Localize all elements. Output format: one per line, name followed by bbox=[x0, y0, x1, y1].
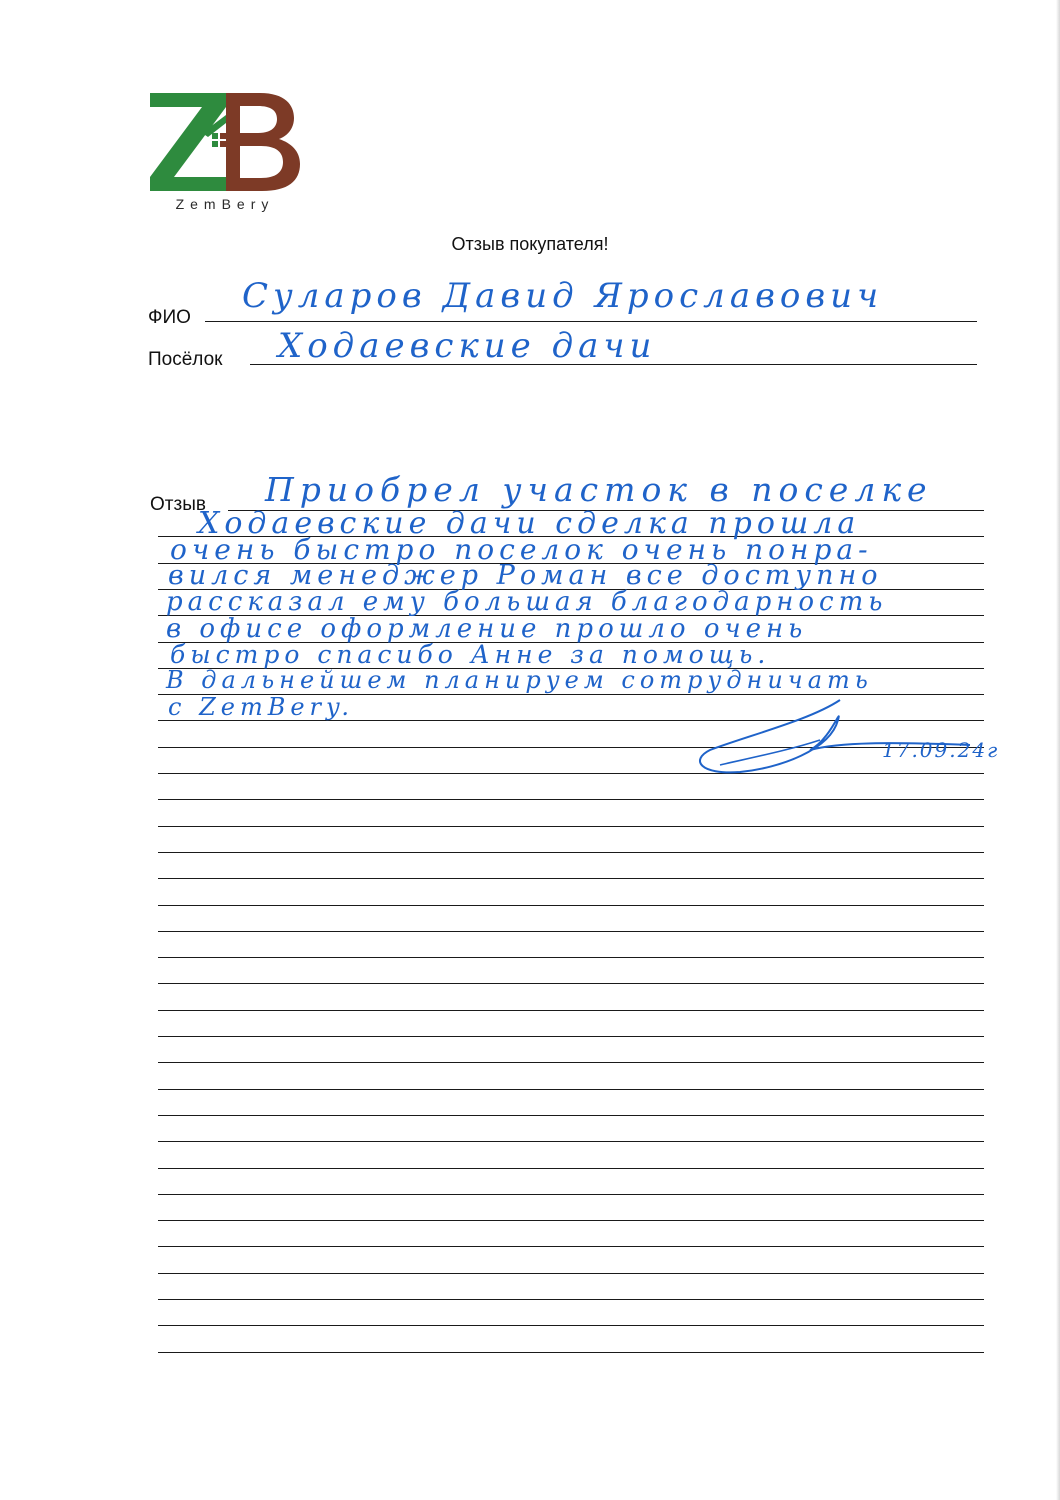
review-label: Отзыв bbox=[150, 494, 206, 515]
ruled-line bbox=[158, 799, 984, 800]
ruled-line bbox=[158, 957, 984, 958]
signature bbox=[690, 680, 1020, 790]
ruled-line bbox=[158, 1325, 984, 1326]
fio-handwritten: Суларов Давид Ярославович bbox=[242, 276, 884, 316]
ruled-line bbox=[158, 1352, 984, 1353]
ruled-line bbox=[158, 1273, 984, 1274]
review-line-8: В дальнейшем планируем сотрудничать bbox=[166, 666, 873, 694]
ruled-line bbox=[158, 1246, 984, 1247]
ruled-line bbox=[158, 1299, 984, 1300]
form-title: Отзыв покупателя! bbox=[451, 234, 609, 254]
ruled-line bbox=[158, 1010, 984, 1011]
village-handwritten: Ходаевские дачи bbox=[278, 326, 657, 366]
ruled-line bbox=[158, 878, 984, 879]
review-line-5: рассказал ему большая благодарность bbox=[166, 587, 888, 617]
ruled-line bbox=[158, 1115, 984, 1116]
review-line-7: быстро спасибо Анне за помощь. bbox=[170, 640, 771, 669]
village-label: Посёлок bbox=[148, 349, 223, 370]
review-line-6: в офисе оформление прошло очень bbox=[166, 614, 808, 644]
fio-label: ФИО bbox=[148, 307, 191, 328]
ruled-line bbox=[158, 826, 984, 827]
ruled-line bbox=[158, 852, 984, 853]
ruled-line bbox=[158, 983, 984, 984]
review-line-9: с ZemBery. bbox=[168, 693, 355, 721]
ruled-line bbox=[158, 1036, 984, 1037]
review-line-4: вился менеджер Роман все доступно bbox=[168, 560, 883, 591]
ruled-line bbox=[158, 1141, 984, 1142]
ruled-line bbox=[158, 905, 984, 906]
ruled-line bbox=[158, 1168, 984, 1169]
ruled-line bbox=[158, 931, 984, 932]
ruled-line bbox=[158, 1089, 984, 1090]
page-edge bbox=[1056, 0, 1060, 1500]
ruled-line bbox=[158, 1062, 984, 1063]
ruled-line bbox=[158, 1220, 984, 1221]
review-line-3: очень быстро поселок очень понра- bbox=[170, 533, 873, 566]
ruled-line bbox=[158, 1194, 984, 1195]
review-line-2: Ходаевские дачи сделка прошла bbox=[198, 506, 861, 541]
logo-wordmark: ZemBery bbox=[175, 196, 275, 212]
review-line-1: Приобрел участок в поселке bbox=[265, 470, 933, 509]
signature-date: 17.09.24г bbox=[882, 738, 1000, 762]
